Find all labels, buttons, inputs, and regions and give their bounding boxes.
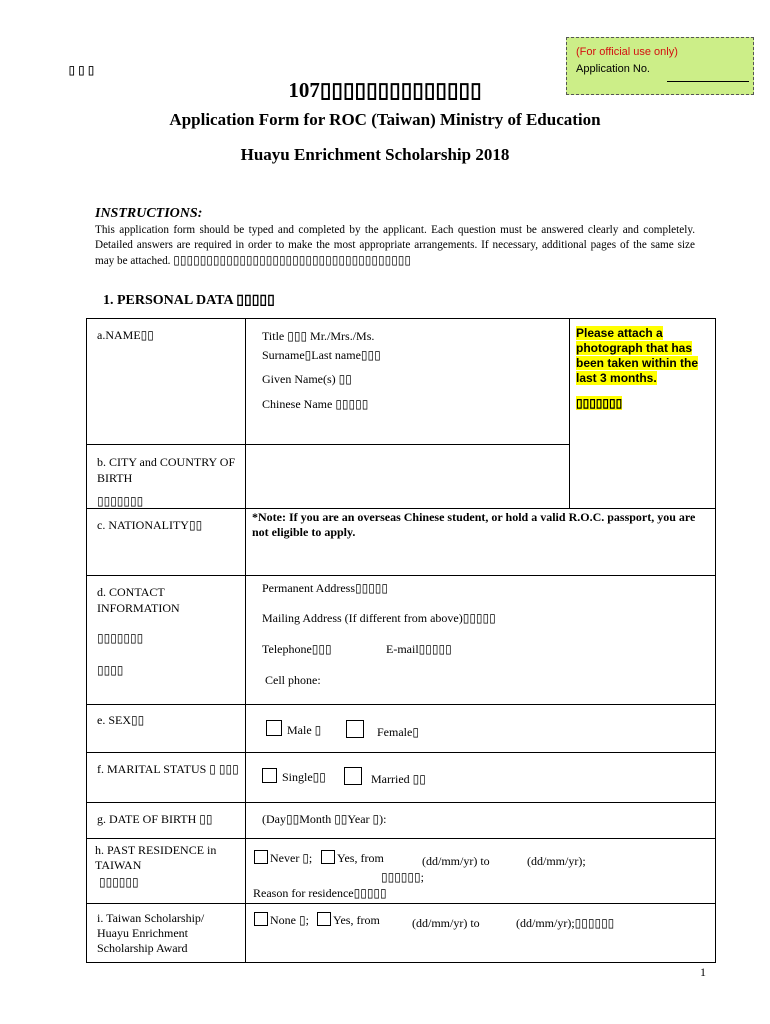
residence-yes-option[interactable] bbox=[321, 850, 384, 866]
residence-to-date[interactable]: (dd/mm/yr); bbox=[527, 854, 586, 868]
photo-instruction-cn: ▯▯▯▯▯▯▯ bbox=[576, 396, 623, 410]
birthplace-label: b. CITY and COUNTRY OF BIRTH bbox=[97, 455, 236, 485]
section1-heading: 1. PERSONAL DATA ▯▯▯▯▯ bbox=[103, 293, 275, 308]
female-checkbox[interactable] bbox=[346, 720, 364, 738]
residence-cn-note: ▯▯▯▯▯▯; bbox=[381, 870, 424, 884]
residence-never-option[interactable] bbox=[254, 850, 312, 866]
never-checkbox[interactable] bbox=[254, 850, 268, 864]
sex-label: e. SEX▯▯ bbox=[97, 713, 145, 727]
chinese-name-field[interactable]: Chinese Name ▯▯▯▯▯ bbox=[262, 397, 369, 411]
sex-male-option[interactable] bbox=[266, 720, 321, 738]
marital-married-option[interactable] bbox=[344, 767, 426, 787]
nationality-label: c. NATIONALITY▯▯ bbox=[97, 518, 203, 532]
residence-reason-field[interactable]: Reason for residence▯▯▯▯▯ bbox=[253, 886, 387, 900]
marital-label: f. MARITAL STATUS ▯ ▯▯▯ bbox=[97, 762, 239, 776]
photo-instruction: Please attach a photograph that has been taken within the last 3 months. bbox=[576, 326, 699, 385]
email-field[interactable]: E-mail▯▯▯▯▯ bbox=[386, 642, 452, 656]
photo-box[interactable] bbox=[576, 326, 701, 411]
scholarship-none-checkbox[interactable] bbox=[254, 912, 268, 926]
contact-label: d. CONTACT INFORMATION bbox=[97, 585, 180, 615]
title-english-line2: Huayu Enrichment Scholarship 2018 bbox=[240, 145, 510, 164]
female-label: Female▯ bbox=[377, 725, 419, 739]
contact-label-cn2: ▯▯▯▯ bbox=[97, 663, 124, 677]
never-label: Never ▯; bbox=[270, 851, 313, 865]
scholarship-to-date[interactable]: (dd/mm/yr);▯▯▯▯▯▯ bbox=[516, 916, 615, 930]
telephone-field[interactable]: Telephone▯▯▯ bbox=[262, 642, 332, 656]
residence-yes-checkbox[interactable] bbox=[321, 850, 335, 864]
residence-label: h. PAST RESIDENCE in TAIWAN bbox=[95, 843, 217, 872]
given-name-field[interactable]: Given Name(s) ▯▯ bbox=[262, 372, 352, 386]
single-label: Single▯▯ bbox=[282, 770, 326, 784]
surname-field[interactable]: Surname▯Last name▯▯▯ bbox=[262, 348, 381, 362]
birthplace-label-cn: ▯▯▯▯▯▯▯ bbox=[97, 494, 144, 508]
mailing-address-field[interactable]: Mailing Address (If different from above)▯▯▯▯▯ bbox=[262, 611, 496, 625]
permanent-address-field[interactable]: Permanent Address▯▯▯▯▯ bbox=[262, 581, 388, 595]
scholarship-yes-label: Yes, from bbox=[333, 913, 380, 927]
residence-label-cn: ▯▯▯▯▯▯ bbox=[99, 875, 139, 889]
official-use-label: (For official use only) bbox=[576, 46, 678, 58]
sex-female-option[interactable] bbox=[346, 720, 419, 740]
instructions-body-cn: ▯▯▯▯▯▯▯▯▯▯▯▯▯▯▯▯▯▯▯▯▯▯▯▯▯▯▯▯▯▯▯▯▯▯▯▯ bbox=[173, 253, 412, 267]
corner-label: ▯▯▯ bbox=[67, 60, 96, 79]
marital-single-option[interactable] bbox=[262, 768, 326, 785]
birthplace-input[interactable] bbox=[250, 448, 565, 504]
male-checkbox[interactable] bbox=[266, 720, 282, 736]
residence-from-date[interactable]: (dd/mm/yr) to bbox=[422, 854, 490, 868]
page-number: 1 bbox=[700, 965, 706, 979]
title-english-line1: Application Form for ROC (Taiwan) Ministry of Education bbox=[169, 110, 601, 129]
instructions-body: This application form should be typed and completed by the applicant. Each question must be answered clearly and completely. Detailed answers are required in order to make the most appropriate arrangements. If necessary, additional pages of the same size may be attached. bbox=[95, 224, 695, 267]
instructions-heading: INSTRUCTIONS: bbox=[95, 206, 203, 221]
male-label: Male ▯ bbox=[287, 723, 322, 737]
title-chinese: 107▯▯▯▯▯▯▯▯▯▯▯▯▯▯ bbox=[288, 78, 482, 102]
scholarship-yes-checkbox[interactable] bbox=[317, 912, 331, 926]
scholarship-label: i. Taiwan Scholarship/ Huayu Enrichment Scholarship Award bbox=[97, 911, 205, 955]
married-checkbox[interactable] bbox=[344, 767, 362, 785]
married-label: Married ▯▯ bbox=[371, 772, 426, 786]
contact-label-cn1: ▯▯▯▯▯▯▯ bbox=[97, 631, 144, 645]
dob-field[interactable]: (Day▯▯Month ▯▯Year ▯): bbox=[262, 812, 387, 826]
dob-label: g. DATE OF BIRTH ▯▯ bbox=[97, 812, 213, 826]
instructions-text bbox=[95, 223, 695, 269]
residence-yes-label: Yes, from bbox=[337, 851, 384, 865]
scholarship-none-option[interactable] bbox=[254, 912, 309, 928]
scholarship-from-date[interactable]: (dd/mm/yr) to bbox=[412, 916, 480, 930]
name-title-field[interactable]: Title ▯▯▯ Mr./Mrs./Ms. bbox=[262, 329, 375, 343]
cell-phone-field[interactable]: Cell phone: bbox=[265, 673, 321, 687]
scholarship-yes-option[interactable] bbox=[317, 912, 380, 928]
scholarship-none-label: None ▯; bbox=[270, 913, 309, 927]
application-no-label: Application No. bbox=[576, 63, 650, 75]
name-label: a.NAME▯▯ bbox=[97, 328, 154, 342]
nationality-note: *Note: If you are an overseas Chinese student, or hold a valid R.O.C. passport, you are not eligible to apply. bbox=[252, 510, 696, 539]
single-checkbox[interactable] bbox=[262, 768, 277, 783]
